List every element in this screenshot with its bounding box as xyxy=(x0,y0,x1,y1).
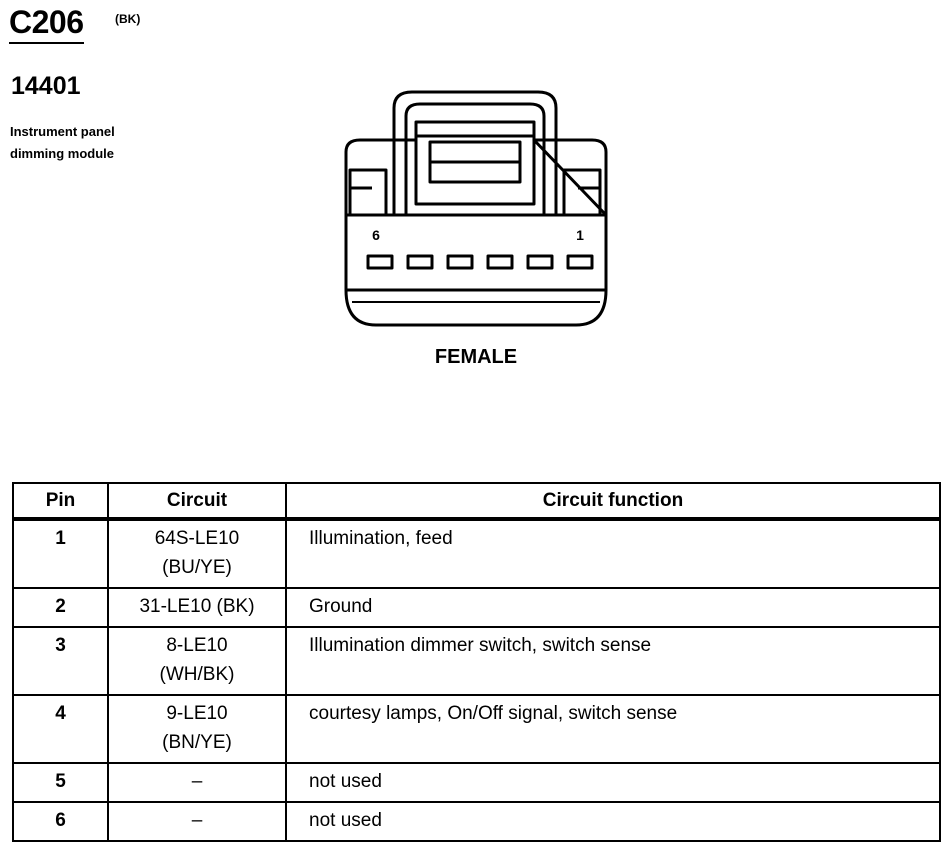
cell-circuit xyxy=(108,695,286,763)
table-row xyxy=(13,627,940,695)
cell-pin: 3 xyxy=(13,627,108,695)
component-description: Instrument panel dimming module xyxy=(10,124,115,161)
connector-color-code: (BK) xyxy=(115,12,141,26)
circuit-line-1: 8-LE10 xyxy=(166,635,228,656)
cell-circuit: – xyxy=(108,802,286,841)
circuit-line-1: 64S-LE10 xyxy=(154,528,240,549)
pin-label-left: 6 xyxy=(372,227,380,243)
pin-table xyxy=(12,482,941,842)
view-label: FEMALE xyxy=(434,346,518,368)
table-header-row xyxy=(13,483,940,519)
table-row xyxy=(13,802,940,841)
connector-id: C206 xyxy=(9,4,84,44)
cavity-4 xyxy=(448,256,472,268)
table-row xyxy=(13,588,940,627)
cavity-6 xyxy=(368,256,392,268)
pin-label-right: 1 xyxy=(576,227,584,243)
cavity-2 xyxy=(528,256,552,268)
latch-outer xyxy=(394,92,556,215)
connector-face-diagram xyxy=(330,80,620,330)
circuit-line-2: (BN/YE) xyxy=(162,732,232,753)
table-row xyxy=(13,763,940,802)
header-function: Circuit function xyxy=(286,483,940,519)
table-row xyxy=(13,519,940,588)
cell-function: not used xyxy=(286,763,940,802)
header-pin: Pin xyxy=(13,483,108,519)
cell-pin: 2 xyxy=(13,588,108,627)
circuit-line-1: 31-LE10 (BK) xyxy=(139,596,255,617)
cell-function: Illumination, feed xyxy=(286,519,940,588)
cavity-5 xyxy=(408,256,432,268)
cell-circuit xyxy=(108,627,286,695)
circuit-line-2: (WH/BK) xyxy=(159,664,235,685)
cell-circuit: – xyxy=(108,763,286,802)
cell-function: Ground xyxy=(286,588,940,627)
cell-pin: 6 xyxy=(13,802,108,841)
circuit-line-2: (BU/YE) xyxy=(162,557,232,578)
cell-pin: 1 xyxy=(13,519,108,588)
cavity-3 xyxy=(488,256,512,268)
cell-function: not used xyxy=(286,802,940,841)
table-row xyxy=(13,695,940,763)
cell-function: courtesy lamps, On/Off signal, switch sense xyxy=(286,695,940,763)
cell-function: Illumination dimmer switch, switch sense xyxy=(286,627,940,695)
header-circuit: Circuit xyxy=(108,483,286,519)
cell-circuit xyxy=(108,519,286,588)
circuit-line-1: 9-LE10 xyxy=(166,703,228,724)
part-number: 14401 xyxy=(11,72,81,100)
cell-circuit xyxy=(108,588,286,627)
cell-pin: 5 xyxy=(13,763,108,802)
cell-pin: 4 xyxy=(13,695,108,763)
cavity-1 xyxy=(568,256,592,268)
